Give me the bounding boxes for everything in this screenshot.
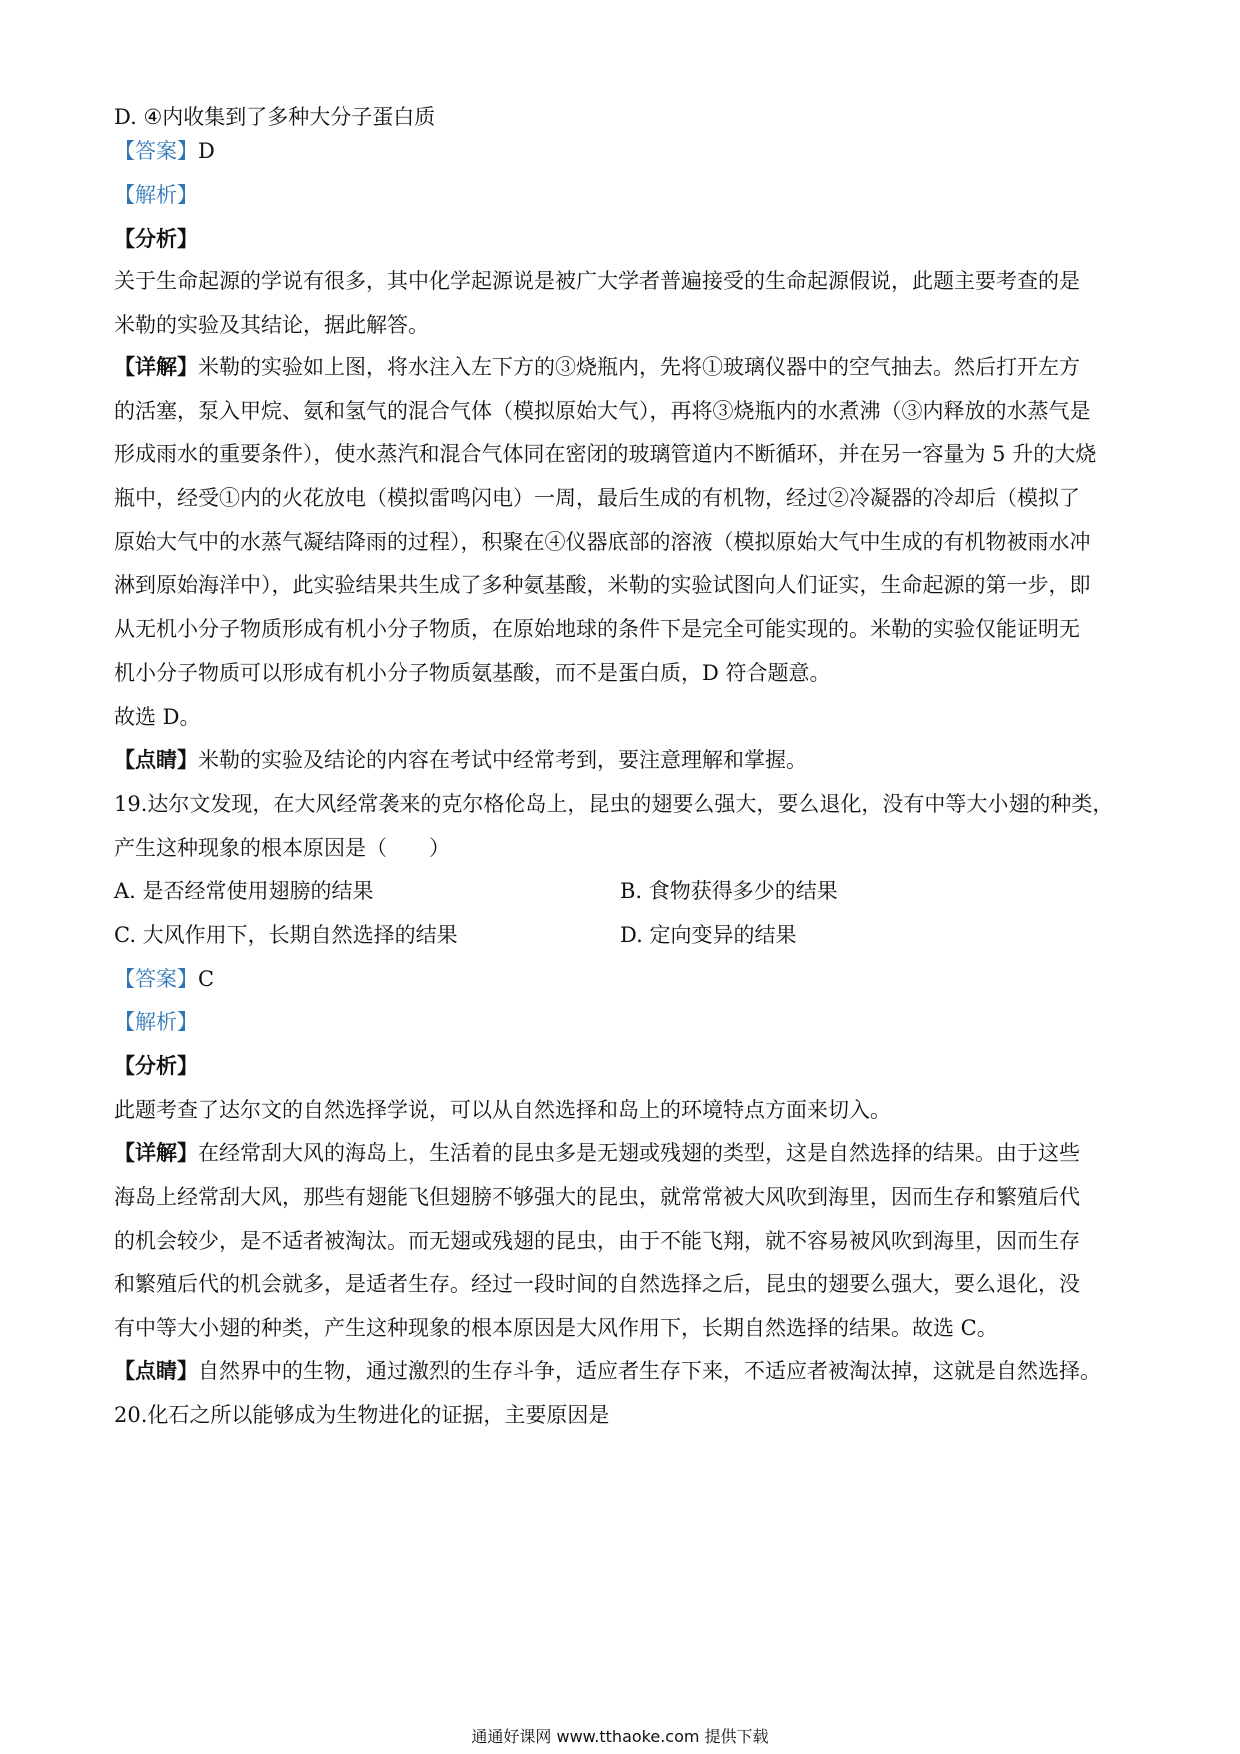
q20-stem-line-1: 20.化石之所以能够成为生物进化的证据，主要原因是 (114, 1403, 610, 1427)
detail-text: 米勒的实验如上图，将水注入左下方的③烧瓶内，先将①玻璃仪器中的空气抽去。然后打开左方 (198, 355, 1080, 379)
q19-detail-line-3: 的机会较少，是不适者被淘汰。而无翅或残翅的昆虫，由于不能飞翔，就不容易被风吹到海里，因而生存 (114, 1229, 1080, 1253)
detail-label: 【详解】 (114, 1140, 198, 1165)
q18-analysis-label: 【解析】 (114, 183, 198, 207)
answer-label: 【答案】 (114, 139, 198, 163)
q19-fenxi-line-1: 此题考查了达尔文的自然选择学说，可以从自然选择和岛上的环境特点方面来切入。 (114, 1098, 891, 1122)
q18-detail-line-7: 从无机小分子物质形成有机小分子物质，在原始地球的条件下是完全可能实现的。米勒的实验仅能证明无 (114, 617, 1080, 641)
dianjing-text: 米勒的实验及结论的内容在考试中经常考到，要注意理解和掌握。 (198, 748, 807, 772)
q19-detail-line-4: 和繁殖后代的机会就多，是适者生存。经过一段时间的自然选择之后，昆虫的翅要么强大，要么退化，没 (114, 1272, 1080, 1296)
q18-detail-line-2: 的活塞，泵入甲烷、氨和氢气的混合气体（模拟原始大气），再将③烧瓶内的水煮沸（③内释放的水蒸气是 (114, 399, 1091, 423)
q19-fenxi-label: 【分析】 (114, 1053, 198, 1078)
q19-detail-line-2: 海岛上经常刮大风，那些有翅能飞但翅膀不够强大的昆虫，就常常被大风吹到海里，因而生存和繁殖后代 (114, 1185, 1080, 1209)
q18-detail-line-3: 形成雨水的重要条件），使水蒸汽和混合气体同在密闭的玻璃管道内不断循环，并在另一容量为 5 升的大烧 (114, 442, 1097, 466)
dianjing-label: 【点睛】 (114, 747, 198, 772)
q19-answer (114, 964, 214, 994)
q19-stem-line-2: 产生这种现象的根本原因是（ ） (114, 836, 450, 860)
q19-stem-line-1: 19.达尔文发现，在大风经常袭来的克尔格伦岛上，昆虫的翅要么强大，要么退化，没有中等大小翅的种类， (114, 792, 1114, 816)
q19-option-a: A. 是否经常使用翅膀的结果 (114, 879, 374, 903)
q18-answer (114, 136, 215, 166)
q18-fenxi-line-2: 米勒的实验及其结论，据此解答。 (114, 313, 429, 337)
dianjing-label: 【点睛】 (114, 1358, 198, 1383)
q19-analysis-label: 【解析】 (114, 1010, 198, 1034)
answer-label: 【答案】 (114, 967, 198, 991)
q19-detail-line-5: 有中等大小翅的种类，产生这种现象的根本原因是大风作用下，长期自然选择的结果。故选 C。 (114, 1316, 998, 1340)
q18-detail-line-4: 瓶中，经受①内的火花放电（模拟雷鸣闪电）一周，最后生成的有机物，经过②冷凝器的冷却后（模拟了 (114, 486, 1080, 510)
detail-label: 【详解】 (114, 354, 198, 379)
answer-value: C (198, 967, 215, 991)
q18-detail-line-5: 原始大气中的水蒸气凝结降雨的过程），积聚在④仪器底部的溶液（模拟原始大气中生成的有机物被雨水冲 (114, 530, 1091, 554)
page-footer: 通通好课网 www.tthaoke.com 提供下载 (471, 1727, 769, 1746)
q18-fenxi-line-1: 关于生命起源的学说有很多，其中化学起源说是被广大学者普遍接受的生命起源假说，此题主要考查的是 (114, 269, 1080, 293)
q19-option-b: B. 食物获得多少的结果 (620, 879, 838, 903)
q19-option-c: C. 大风作用下，长期自然选择的结果 (114, 923, 458, 947)
q18-dianjing (114, 745, 807, 775)
q18-fenxi-label: 【分析】 (114, 226, 198, 251)
q19-option-d: D. 定向变异的结果 (620, 923, 797, 947)
q18-detail-line-6: 淋到原始海洋中），此实验结果共生成了多种氨基酸，米勒的实验试图向人们证实，生命起源的第一步，即 (114, 573, 1091, 597)
q18-detail-line-8: 机小分子物质可以形成有机小分子物质氨基酸，而不是蛋白质，D 符合题意。 (114, 661, 831, 685)
detail-text: 在经常刮大风的海岛上，生活着的昆虫多是无翅或残翅的类型，这是自然选择的结果。由于这些 (198, 1141, 1080, 1165)
dianjing-text: 自然界中的生物，通过激烈的生存斗争，适应者生存下来，不适应者被淘汰掉，这就是自然选择。 (198, 1359, 1101, 1383)
q18-detail-line-1 (114, 352, 1080, 382)
q18-option-d: D. ④内收集到了多种大分子蛋白质 (114, 105, 436, 129)
q18-conclusion: 故选 D。 (114, 705, 201, 729)
q19-dianjing (114, 1356, 1101, 1386)
answer-value: D (198, 139, 215, 163)
q19-detail-line-1 (114, 1138, 1080, 1168)
